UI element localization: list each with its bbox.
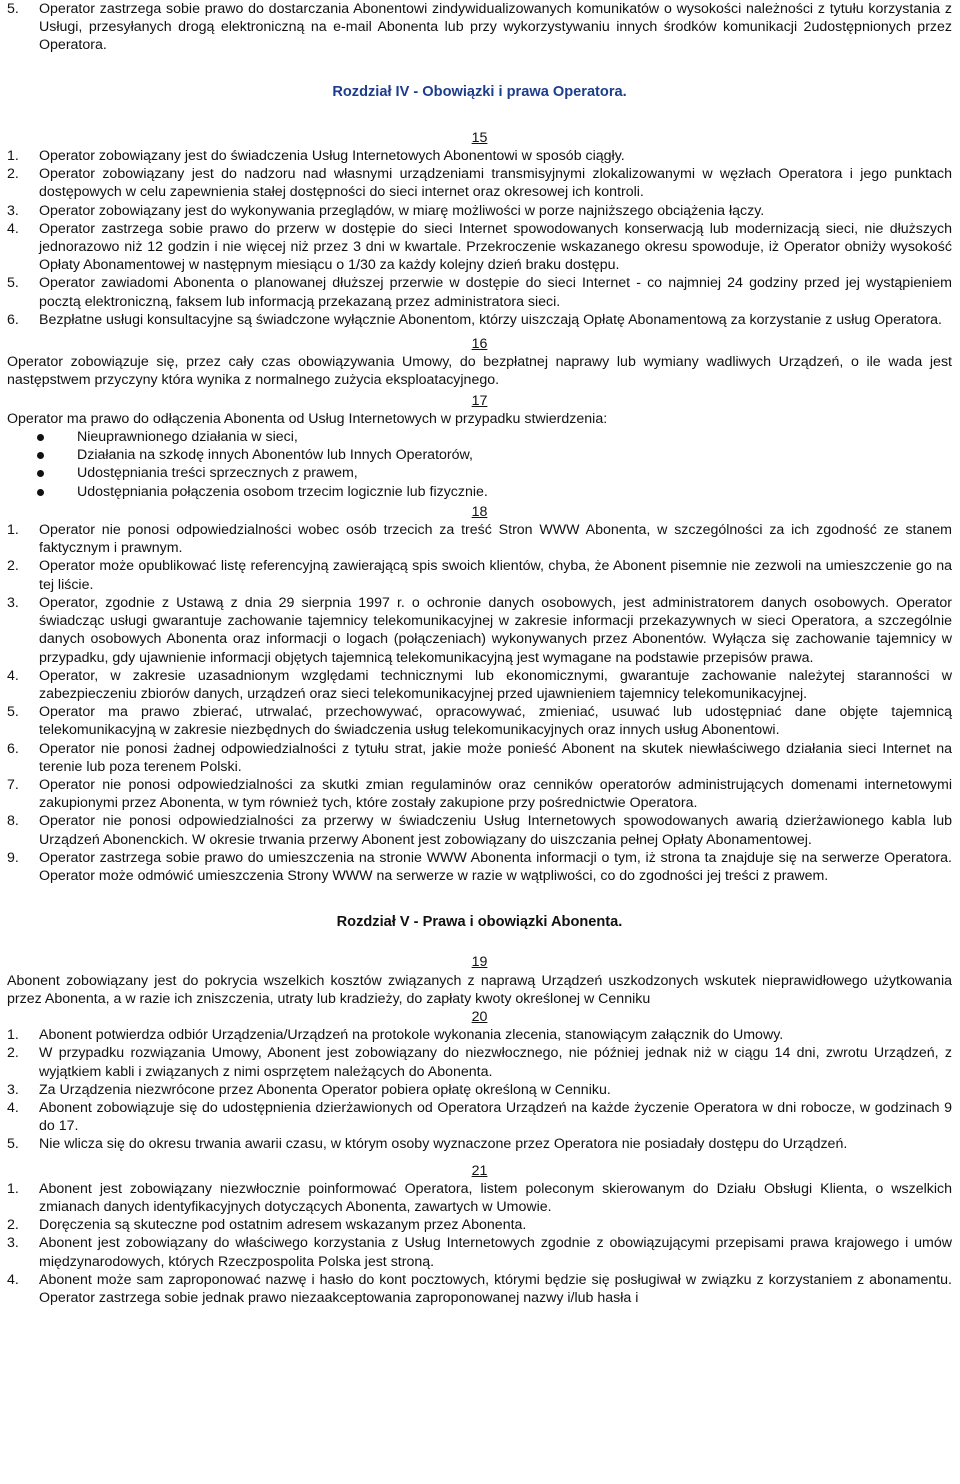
list-item	[7, 1271, 952, 1307]
section-16-number: 16	[471, 336, 488, 353]
list-item	[7, 1026, 952, 1044]
list-text: Operator nie ponosi odpowiedzialności wobec osób trzecich za treść Stron WWW Abonenta, w szczególności za ich zgodność ze stanem faktycznym i prawnym.	[39, 522, 952, 557]
bullet-icon	[37, 434, 44, 441]
top-list	[7, 0, 952, 55]
list-number: 3.	[7, 594, 19, 611]
list-number: 2.	[7, 166, 19, 183]
list-text: Doręczenia są skuteczne pod ostatnim adresem wskazanym przez Abonenta.	[39, 1217, 527, 1234]
list-item	[7, 849, 952, 885]
section-17-text: Operator ma prawo do odłączenia Abonenta od Usług Internetowych w przypadku stwierdzenia:	[7, 410, 608, 427]
bullet-text: Udostępniania połączenia osobom trzecim logicznie lub fizycznie.	[77, 483, 488, 500]
section-20-title	[7, 1008, 952, 1026]
list-number: 5.	[7, 275, 19, 292]
section-20-number: 20	[471, 1008, 488, 1025]
document-page	[7, 0, 952, 1307]
list-item	[7, 220, 952, 275]
list-text: Operator zobowiązany jest do świadczenia Usług Internetowych Abonentowi w sposób ciągły.	[39, 148, 625, 165]
list-text: W przypadku rozwiązania Umowy, Abonent jest zobowiązany do niezwłocznego, nie później jednak niż w ciągu 14 dni, zwrotu Urządzeń, z wyjątkiem kabli i związanych z nimi osprzętem należących do Abonenta.	[39, 1045, 952, 1080]
list-item	[7, 165, 952, 201]
bullet-item	[7, 446, 952, 464]
list-text: Operator zobowiązany jest do wykonywania przeglądów, w miarę możliwości w porze najniższego obciążenia łączy.	[39, 202, 765, 219]
list-number: 8.	[7, 813, 19, 830]
list-item	[7, 0, 952, 55]
list-item	[7, 667, 952, 703]
list-text: Operator nie ponosi odpowiedzialności za przerwy w świadczeniu Usług Internetowych spowodowanych awarią dzierżawionego kabla lub Urządzeń Abonenckich. W okresie trwania przerwy Abonent jest zobowiązany do uiszczania pełnej Opłaty Abonamentowej.	[39, 813, 952, 848]
list-text: Bezpłatne usługi konsultacyjne są świadczone wyłącznie Abonentom, którzy uiszczają Opłatę Abonamentową za korzystanie z usług Operatora.	[39, 311, 942, 328]
list-text: Abonent potwierdza odbiór Urządzenia/Urządzeń na protokole wykonania zlecenia, stanowiącym załącznik do Umowy.	[39, 1027, 784, 1044]
list-text: Abonent jest zobowiązany niezwłocznie poinformować Operatora, listem poleconym skierowanym do Działu Obsługi Klienta, o wszelkich zmianach danych identyfikacyjnych dotyczących Abonenta, zawartych w Umowie.	[39, 1180, 952, 1215]
list-item	[7, 1216, 952, 1234]
bullet-text: Działania na szkodę innych Abonentów lub Innych Operatorów,	[77, 447, 473, 464]
list-text: Operator zawiadomi Abonenta o planowanej dłuższej przerwie w dostępie do sieci Internet - co najmniej 24 godziny przed jej wystąpieniem pocztą elektroniczną, faksem lub informacją przekazaną przez administratora sieci.	[39, 275, 952, 310]
list-number: 4.	[7, 220, 19, 237]
list-number: 5.	[7, 1, 19, 17]
section-17-title	[7, 392, 952, 410]
list-number: 3.	[7, 202, 19, 219]
list-text: Nie wlicza się do okresu trwania awarii czasu, w którym osoby wyznaczone przez Operatora nie posiadały dostępu do Urządzeń.	[39, 1136, 848, 1153]
list-item	[7, 776, 952, 812]
bullet-item	[7, 428, 952, 446]
list-number: 4.	[7, 1099, 19, 1116]
list-item	[7, 740, 952, 776]
bullet-icon	[37, 470, 44, 477]
section-19-number: 19	[471, 954, 488, 971]
chapter-iv-heading: Rozdział IV - Obowiązki i prawa Operatora.	[332, 83, 627, 100]
section-19-text: Abonent zobowiązany jest do pokrycia wszelkich kosztów związanych z naprawą Urządzeń uszkodzonych wskutek nieprawidłowego użytkowania przez Abonenta, a w razie ich zniszczenia, utraty lub kradzieży, do zapłaty kwoty określonej w Cenniku	[7, 972, 952, 1007]
list-number: 3.	[7, 1235, 19, 1252]
list-item	[7, 1099, 952, 1135]
list-item	[7, 1234, 952, 1270]
section-16-text: Operator zobowiązuje się, przez cały czas obowiązywania Umowy, do bezpłatnej naprawy lub wymiany wadliwych Urządzeń, o ile wada jest następstwem przyczyny która wynika z normalnego zużycia eksploatacyjnego.	[7, 354, 952, 389]
list-number: 1.	[7, 1180, 19, 1197]
list-number: 5.	[7, 704, 19, 721]
list-item	[7, 703, 952, 739]
list-number: 4.	[7, 1271, 19, 1288]
list-item	[7, 1135, 952, 1153]
list-text: Operator zastrzega sobie prawo do przerw w dostępie do sieci Internet spowodowanych konserwacją lub modernizacją sieci, nie dłuższych jednorazowo niż 12 godzin i nie więcej niż przez 3 dni w kwartale. Przekroczenie wskazanego okresu spowoduje, iż Operator obniży wysokość Opłaty Abonamentowej w następnym miesiącu o 1/30 za każdy kolejny dzień braku dostępu.	[39, 220, 952, 274]
list-number: 6.	[7, 740, 19, 757]
section-18-list	[7, 521, 952, 885]
section-16-title	[7, 335, 952, 353]
list-item	[7, 147, 952, 165]
list-text: Operator nie ponosi żadnej odpowiedzialności z tytułu strat, jakie może ponieść Abonent na skutek niewłaściwego działania sieci Internet na terenie lub poza terenem Polski.	[39, 740, 952, 775]
section-15-title	[7, 129, 952, 147]
list-text: Abonent może sam zaproponować nazwę i hasło do kont pocztowych, którymi będzie się posługiwał w związku z korzystaniem z abonamentu. Operator zastrzega sobie jednak prawo niezaakceptowania zaproponowanej nazwy i/lub hasła i	[39, 1271, 952, 1306]
list-text: Za Urządzenia niezwrócone przez Abonenta Operator pobiera opłatę określoną w Cenniku.	[39, 1081, 611, 1098]
list-text: Operator zobowiązany jest do nadzoru nad własnymi urządzeniami transmisyjnymi zlokalizowanymi w węzłach Operatora i jego punktach dostępowych w celu zapewnienia stałej dostępności do sieci internet oraz okresowej ich kontroli.	[39, 166, 952, 201]
list-text: Operator nie ponosi odpowiedzialności za skutki zmian regulaminów oraz cenników operatorów administrujących domenami internetowymi zakupionymi przez Abonenta, w tym również tych, które zostały zakupione przy pośrednictwie Operatora.	[39, 776, 952, 812]
list-text: Operator ma prawo zbierać, utrwalać, przechowywać, opracowywać, zmieniać, usuwać lub udostępniać dane objęte tajemnicą telekomunikacyjną w zakresie niezbędnych do świadczenia usług telekomunikacyjnych oraz innych usług Abonentowi.	[39, 704, 952, 739]
section-18-title	[7, 503, 952, 521]
list-item	[7, 311, 952, 329]
list-item	[7, 521, 952, 557]
section-17-bullets	[7, 428, 952, 501]
list-item	[7, 1044, 952, 1080]
bullet-icon	[37, 452, 44, 459]
list-number: 1.	[7, 148, 19, 165]
list-item	[7, 557, 952, 593]
section-21-number: 21	[471, 1162, 488, 1179]
list-text: Operator zastrzega sobie prawo do umieszczenia na stronie WWW Abonenta informacji o tym, iż strona ta znajduje się na serwerze Operatora. Operator może odmówić umieszczenia Strony WWW na serwerze w razie w wątpliwości, co do zgodności jej treści z prawem.	[39, 849, 952, 884]
list-number: 2.	[7, 1045, 19, 1062]
list-number: 7.	[7, 776, 19, 793]
list-number: 5.	[7, 1136, 19, 1153]
list-item	[7, 202, 952, 220]
list-text: Operator może opublikować listę referencyjną zawierającą spis swoich klientów, chyba, że Abonent pisemnie nie zezwoli na umieszczenie go na tej liście.	[39, 558, 952, 593]
section-15-number: 15	[471, 129, 488, 146]
section-21-list	[7, 1180, 952, 1307]
list-text: Abonent jest zobowiązany do właściwego korzystania z Usług Internetowych zgodnie z obowiązującymi przepisami prawa krajowego i umów międzynarodowych, których Rzeczpospolita Polska jest stroną.	[39, 1235, 952, 1270]
section-18-number: 18	[471, 503, 488, 520]
section-20-list	[7, 1026, 952, 1153]
chapter-v-heading: Rozdział V - Prawa i obowiązki Abonenta.	[336, 914, 623, 931]
list-number: 9.	[7, 849, 19, 866]
list-item	[7, 1081, 952, 1099]
list-number: 2.	[7, 1217, 19, 1234]
list-number: 6.	[7, 311, 19, 328]
section-21-title	[7, 1162, 952, 1180]
section-19-title	[7, 953, 952, 971]
list-item	[7, 1180, 952, 1216]
list-text: Abonent zobowiązuje się do udostępnienia dzierżawionych od Operatora Urządzeń na każde życzenie Operatora w dni robocze, w godzinach 9 do 17.	[39, 1099, 952, 1135]
list-text: Operator, zgodnie z Ustawą z dnia 29 sierpnia 1997 r. o ochronie danych osobowych, jest administratorem danych osobowych. Operator świadcząc usługi gwarantuje zachowanie tajemnicy telekomunikacyjnej w zakresie informacji przekazywnych w sieci Operatora, a szczególnie danych osobowych Abonenta oraz informacji o logach (połączeniach) wykonywanych przez Abonentów. Wyłącza się zachowanie tajemnicy w przypadku, gdy ujawnienie informacji objętych tajemnicą telekomunikacyjną jest wymagane na podstawie przepisów prawa.	[39, 594, 952, 666]
bullet-text: Udostępniania treści sprzecznych z prawem,	[77, 465, 358, 482]
list-number: 3.	[7, 1081, 19, 1098]
section-15-list	[7, 147, 952, 329]
list-text: Operator zastrzega sobie prawo do dostarczania Abonentowi zindywidualizowanych komunikatów o wysokości należności z tytułu korzystania z Usługi, przesyłanych drogą elektroniczną na e-mail Abonenta lub przy wykorzystywaniu innych środków komunikacji 2udostępnionych przez Operatora.	[39, 1, 952, 54]
bullet-item	[7, 464, 952, 482]
list-number: 2.	[7, 558, 19, 575]
list-number: 1.	[7, 1027, 19, 1044]
section-17-number: 17	[471, 392, 488, 409]
list-item	[7, 274, 952, 310]
list-item	[7, 812, 952, 848]
list-number: 1.	[7, 522, 19, 539]
bullet-text: Nieuprawnionego działania w sieci,	[77, 429, 298, 446]
bullet-item	[7, 483, 952, 501]
list-item	[7, 594, 952, 667]
list-number: 4.	[7, 667, 19, 684]
list-text: Operator, w zakresie uzasadnionym względami technicznymi lub ekonomicznymi, gwarantuje zachowanie należytej staranności w zabezpieczeniu zbiorów danych, urządzeń oraz sieci telekomunikacyjnej przed ujawnieniem tajemnicy telekomunikacyjnej.	[39, 667, 952, 702]
bullet-icon	[37, 489, 44, 496]
